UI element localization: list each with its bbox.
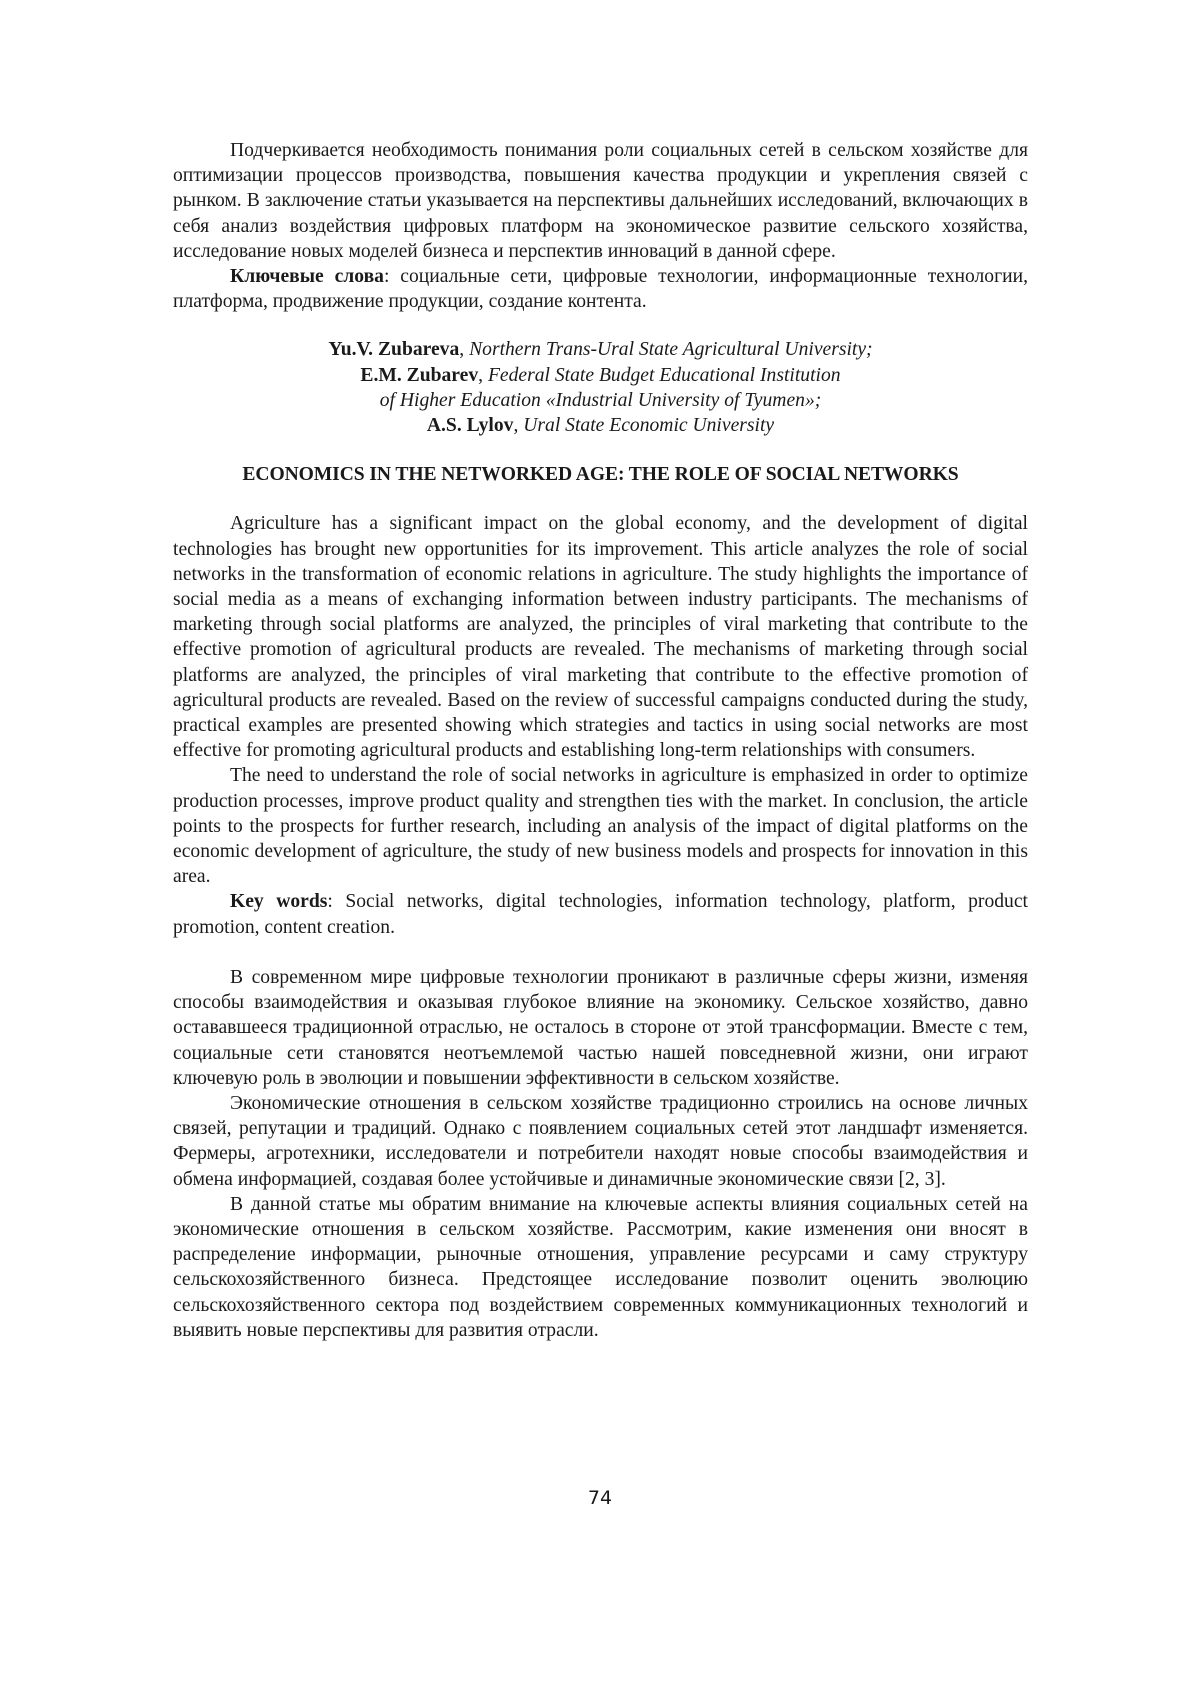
en-keywords-label: Key words: [230, 891, 328, 913]
author-separator: ,: [513, 415, 524, 437]
document-page: [173, 138, 1028, 1343]
ru-keywords-label: Ключевые слова: [230, 266, 384, 288]
en-abstract-paragraph: The need to understand the role of social networks in agriculture is emphasized in order to optimize production processes, improve product quality and strengthen ties with the market. In conclusion, the article points to the prospects for further research, including an analysis of the impact of digital platforms on the economic development of agriculture, the study of new business models and prospects for innovation in this area.: [173, 765, 1028, 888]
page-number: 74: [587, 1487, 613, 1509]
author-name: Yu.V. Zubareva: [328, 339, 460, 361]
en-keywords-text: : Social networks, digital technologies, information technology, platform, product promotion, content creation.: [173, 891, 1028, 938]
author-affiliation: Federal State Budget Educational Institution: [487, 364, 841, 386]
section-gap: [173, 940, 1028, 965]
body-paragraph: Экономические отношения в сельском хозяйстве традиционно строились на основе личных связей, репутации и традиций. Однако с появлением социальных сетей этот ландшафт изменяется. Фермеры, агротехники, исследователи и потребители находят новые способы взаимодействия и обмена информацией, создавая более устойчивые и динамичные экономические связи [2, 3].: [173, 1092, 1028, 1190]
author-line: [173, 388, 1028, 413]
author-line: [173, 413, 1028, 438]
body-paragraph: В данной статье мы обратим внимание на ключевые аспекты влияния социальных сетей на экономические отношения в сельском хозяйстве. Рассмотрим, какие изменения они вносят в распределение информации, рыночные отношения, управление ресурсами и саму структуру сельскохозяйственного бизнеса. Предстоящее исследование позволит оценить эволюцию сельскохозяйственного сектора под воздействием современных коммуникационных технологий и выявить новые перспективы для развития отрасли.: [173, 1193, 1028, 1341]
author-separator: ,: [478, 364, 488, 386]
ru-keywords: [173, 264, 1028, 314]
body-paragraph: В современном мире цифровые технологии проникают в различные сферы жизни, изменяя способы взаимодействия и оказывая глубокое влияние на экономику. Сельское хозяйство, давно остававшееся традиционной отраслью, не осталось в стороне от этой трансформации. Вместе с тем, социальные сети становятся неотъемлемой частью нашей повседневной жизни, они играют ключевую роль в эволюции и повышении эффективности в сельском хозяйстве.: [173, 966, 1028, 1089]
author-separator: ,: [459, 339, 470, 361]
article-title: ECONOMICS IN THE NETWORKED AGE: THE ROLE OF SOCIAL NETWORKS: [242, 464, 959, 486]
ru-keywords-text: : социальные сети, цифровые технологии, информационные технологии, платформа, продвижение продукции, создание контента.: [173, 266, 1028, 313]
author-line: [173, 337, 1028, 362]
ru-abstract-paragraph: Подчеркивается необходимость понимания роли социальных сетей в сельском хозяйстве для оптимизации процессов производства, повышения качества продукции и укрепления связей с рынком. В заключение статьи указывается на перспективы дальнейших исследований, включающих в себя анализ воздействия цифровых платформ на экономическое развитие сельского хозяйства, исследование новых моделей бизнеса и перспектив инноваций в данной сфере.: [173, 140, 1028, 262]
authors-block: [173, 337, 1028, 438]
en-abstract-paragraph: Agriculture has a significant impact on the global economy, and the development of digital technologies has brought new opportunities for its improvement. This article analyzes the role of social networks in the transformation of economic relations in agriculture. The study highlights the importance of social media as a means of exchanging information between industry participants. The mechanisms of marketing through social platforms are analyzed, the principles of viral marketing that contribute to the effective promotion of agricultural products are revealed. The mechanisms of marketing through social platforms are analyzed, the principles of viral marketing that contribute to the effective promotion of agricultural products are revealed. Based on the review of successful campaigns conducted during the study, practical examples are presented showing which strategies and tactics in using social networks are most effective for promoting agricultural products and establishing long-term relationships with consumers.: [173, 513, 1028, 762]
author-affiliation: Ural State Economic University: [523, 415, 775, 437]
author-line: [173, 363, 1028, 388]
author-name: E.M. Zubarev: [360, 364, 479, 386]
author-affiliation: of Higher Education «Industrial University of Tyumen»;: [379, 389, 822, 411]
author-affiliation: Northern Trans-Ural State Agricultural University;: [469, 339, 873, 361]
en-keywords: [173, 889, 1028, 939]
author-name: A.S. Lylov: [426, 415, 514, 437]
